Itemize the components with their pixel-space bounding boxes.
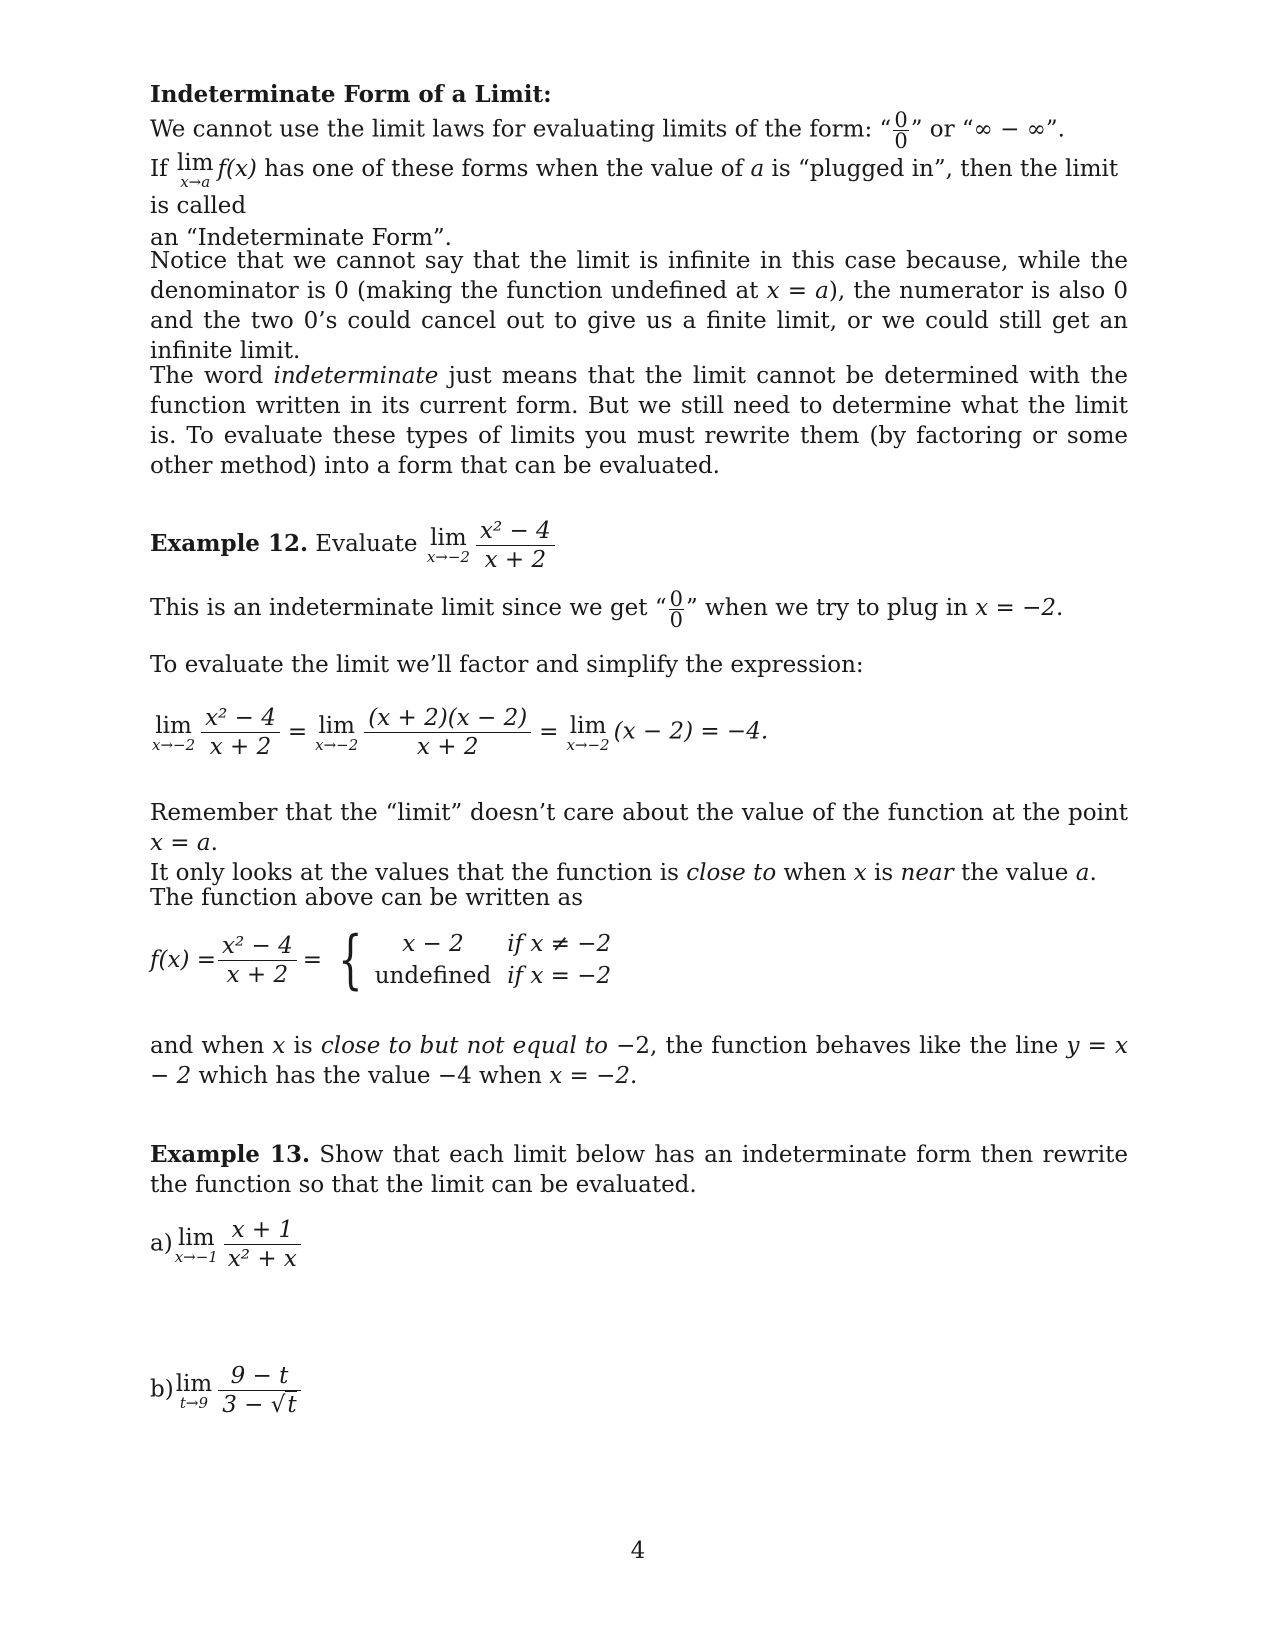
example-12-statement: Example 12. Evaluate lim x→−2 $\frac{\text{x² − 4}}{x + 2}$ [150,514,1128,574]
paragraph-remember: Remember that the “limit” doesn’t care about the value of the function at the point x = a. It only looks at the values that the function is close to when x is near the value a. [150,800,1128,886]
example-12-indeterminate-line: This is an indeterminate limit since we get “ $\frac{0}{0}$ ” when we try to plug in x = −2. [150,586,1064,632]
piecewise-function: f(x) = $\frac{\text{x² − 4}}{x + 2}$ = { x − 2 if x ≠ −2 undefined if x = −2 [150,923,612,997]
example-12-label: Example 12. [150,530,308,557]
page-number: 4 [630,1538,646,1564]
simplified-result: (x − 2) = −4. [613,718,769,745]
example-13-statement: Example 13. Show that each limit below has an indeterminate form then rewrite the function so that the limit can be evaluated. [150,1141,1128,1198]
intro-line-1: We cannot use the limit laws for evaluating limits of the form: “ $\frac{0}{0}$ ” or “∞ − ∞”. [150,108,1065,153]
left-brace: { [338,923,363,997]
section-heading: Indeterminate Form of a Limit: [150,81,552,108]
intro-line-3: an “Indeterminate Form”. [150,225,452,251]
intro-line-2: If lim x→a f(x) has one of these forms when the value of a is “plugged in”, then the limit is called [150,150,1119,219]
piecewise-cases: x − 2 if x ≠ −2 undefined if x = −2 [374,931,612,989]
example-13-part-a: a) lim x→−1 $\frac{x + 1}{\text{x² + x}}$ [150,1216,303,1273]
paragraph-notice: Notice that we cannot say that the limit is infinite in this case because, while the denominator is 0 (making the function undefined at x = a), the numerator is also 0 and the two 0’s could cancel out to give us a finite limit, or we could still get an infinite limit. [150,248,1129,364]
example-12-factor-text: To evaluate the limit we’ll factor and simplify the expression: [150,652,864,678]
example-13-part-b: b) lim t→9 $\frac{9 - t}{3 - √t}$ [150,1362,303,1419]
piecewise-intro: The function above can be written as [150,885,584,911]
limit-x-to-a: lim x→a [176,150,214,191]
example-13-label: Example 13. [150,1141,310,1168]
limit-x-to-minus-2: lim x→−2 [426,525,470,566]
paragraph-indeterminate-meaning: The word indeterminate just means that the limit cannot be determined with the function written in its current form. But we still need to determine what the limit is. To evaluate these types of limits you must rewrite them (by factoring or some other method) into a form that can be evaluated. [150,363,1129,479]
fraction-x2-minus-4-over-x-plus-2: $\frac{\text{x² − 4}}{x + 2}$ [476,517,555,574]
section-intro [150,80,1128,253]
example-12-factored-equation: lim x→−2 $\frac{\text{x² − 4}}{x + 2}$ = lim x→−2 $\frac{(x + 2)(x - 2)}{x + 2}$ = lim x→−2 (x − 2) = −4. [152,705,769,760]
zero-over-zero-fraction: $\frac{0}{0}$ [669,586,683,632]
zero-over-zero-fraction: $\frac{0}{0}$ [894,108,908,153]
paragraph-behaves: and when x is close to but not equal to −2, the function behaves like the line y = x − 2 which has the value −4 when x = −2. [150,1033,1129,1089]
